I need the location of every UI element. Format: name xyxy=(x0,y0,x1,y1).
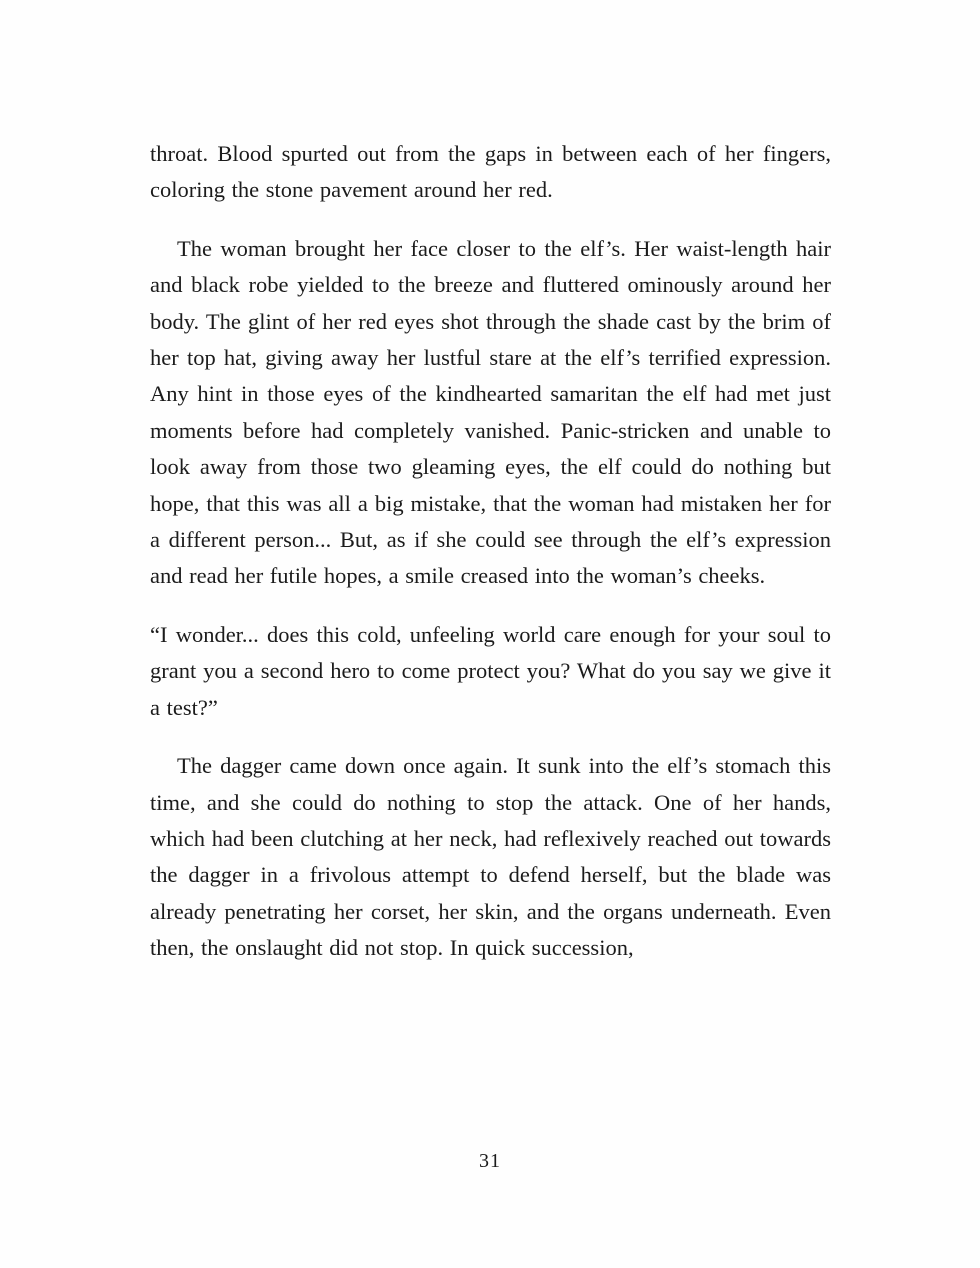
paragraph: The dagger came down once again. It sunk into the elf’s stomach this time, and she could do nothing to stop the attack. One of her hands, which had been clutching at her neck, had reflexively reached out towards the dagger in a frivolous attempt to defend herself, but the blade was already penetrating her corset, her skin, and the organs underneath. Even then, the onslaught did not stop. In quick succession, xyxy=(150,753,831,961)
paragraph-dialogue: “I wonder... does this cold, unfeeling world care enough for your soul to grant you a second hero to come protect you? What do you say we give it a test?” xyxy=(150,621,831,720)
page-text xyxy=(150,136,831,989)
page-number: 31 xyxy=(479,1150,501,1172)
paragraph: The woman brought her face closer to the elf’s. Her waist-length hair and black robe yielded to the breeze and fluttered ominously around her body. The glint of her red eyes shot through the shade cast by the brim of her top hat, giving away her lustful stare at the elf’s terrified expression. Any hint in those eyes of the kindhearted samaritan the elf had met just moments before had completely vanished. Panic-stricken and unable to look away from those two gleaming eyes, the elf could do nothing but hope, that this was all a big mistake, that the woman had mistaken her for a different person... But, as if she could see through the elf’s expression and read her futile hopes, a smile creased into the woman’s cheeks. xyxy=(150,235,831,589)
paragraph: throat. Blood spurted out from the gaps in between each of her fingers, coloring the stone pavement around her red. xyxy=(150,141,831,203)
